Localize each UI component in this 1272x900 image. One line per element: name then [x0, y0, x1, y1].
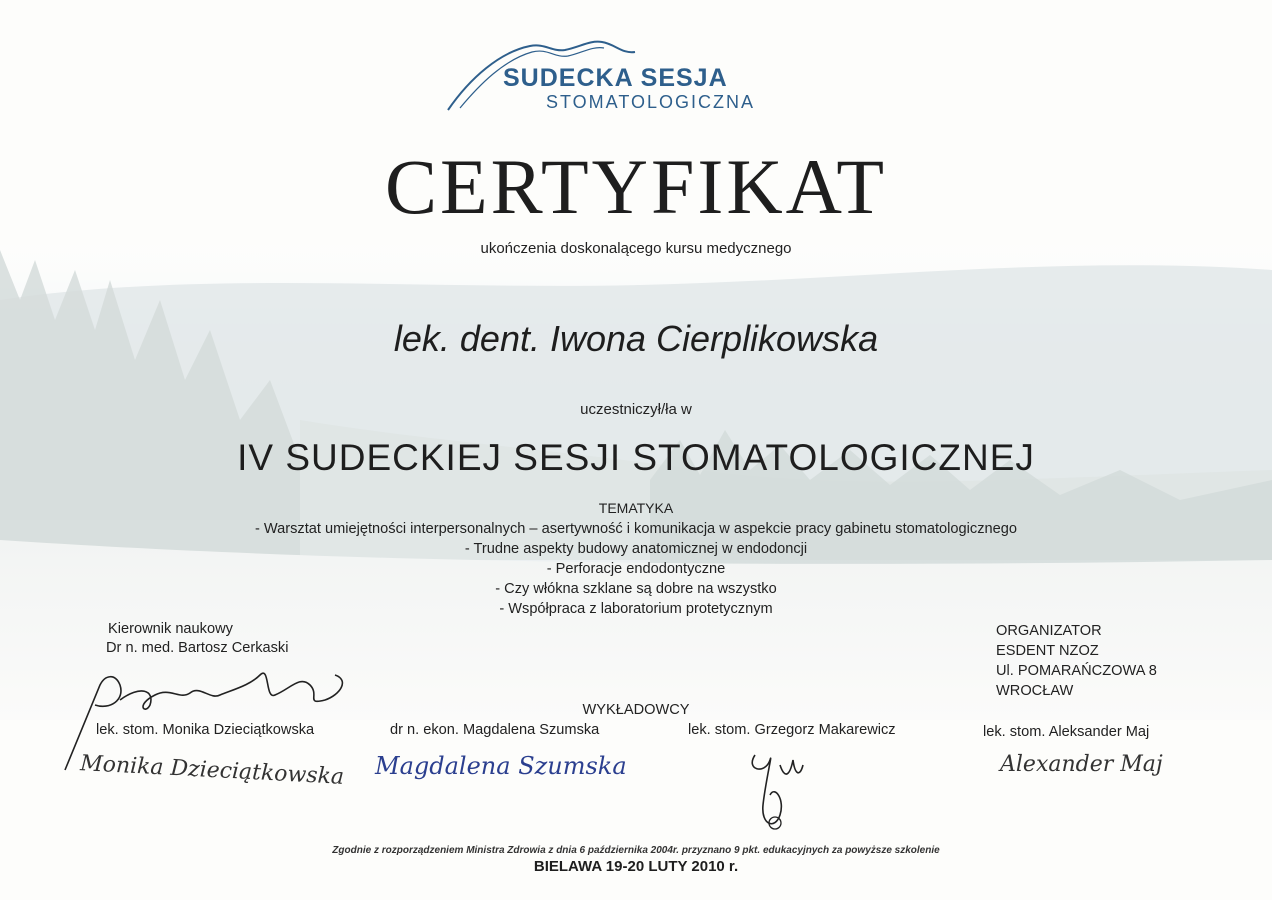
certificate-title: CERTYFIKAT [385, 143, 887, 230]
organizer-street: Ul. POMARAŃCZOWA 8 [996, 663, 1157, 679]
signature-aleksander: Alexander Maj [1000, 752, 1163, 777]
signature-monika: Monika Dzieciątkowska [79, 751, 345, 790]
certificate-subtitle: ukończenia doskonalącego kursu medycznego [480, 240, 792, 257]
topic-item: - Trudne aspekty budowy anatomicznej w endodoncji [464, 541, 808, 557]
lecturers-heading: WYKŁADOWCY [582, 702, 690, 718]
signature-grzegorz [735, 745, 825, 835]
topics-list [0, 519, 1272, 619]
event-name: IV SUDECKIEJ SESJI STOMATOLOGICZNEJ [237, 437, 1035, 478]
topic-item: - Czy włókna szklane są dobre na wszystko [495, 581, 777, 597]
organizer-city: WROCŁAW [996, 683, 1074, 699]
scientific-head-name: Dr n. med. Bartosz Cerkaski [106, 640, 289, 656]
organizer-heading: ORGANIZATOR [996, 623, 1102, 639]
lecturer-name: dr n. ekon. Magdalena Szumska [390, 722, 600, 738]
lecturer-name: lek. stom. Aleksander Maj [983, 724, 1150, 740]
topic-item: - Perforacje endodontyczne [546, 561, 726, 577]
scientific-head-role: Kierownik naukowy [108, 621, 233, 637]
footer-note: Zgodnie z rozporządzeniem Ministra Zdrowia z dnia 6 października 2004r. przyznano 9 pkt. edukacyjnych za powyższe szkolenie [332, 845, 940, 856]
logo-subtitle: STOMATOLOGICZNA [546, 92, 756, 112]
recipient-name: lek. dent. Iwona Cierplikowska [393, 318, 879, 359]
logo [440, 38, 850, 118]
organizer-name: ESDENT NZOZ [996, 643, 1099, 659]
topic-item: - Współpraca z laboratorium protetycznym [499, 601, 773, 617]
topic-item: - Warsztat umiejętności interpersonalnych – asertywność i komunikacja w aspekcie pracy gabinetu stomatologicznego [255, 521, 1017, 537]
participated-text: uczestniczył/ła w [580, 401, 692, 418]
topics-heading: TEMATYKA [598, 500, 674, 516]
logo-title: SUDECKA SESJA [503, 64, 728, 92]
lecturer-name: lek. stom. Grzegorz Makarewicz [688, 722, 896, 738]
footer-date: BIELAWA 19-20 LUTY 2010 r. [533, 858, 739, 875]
signature-magdalena: Magdalena Szumska [375, 752, 627, 780]
lecturer-name: lek. stom. Monika Dzieciątkowska [96, 722, 315, 738]
